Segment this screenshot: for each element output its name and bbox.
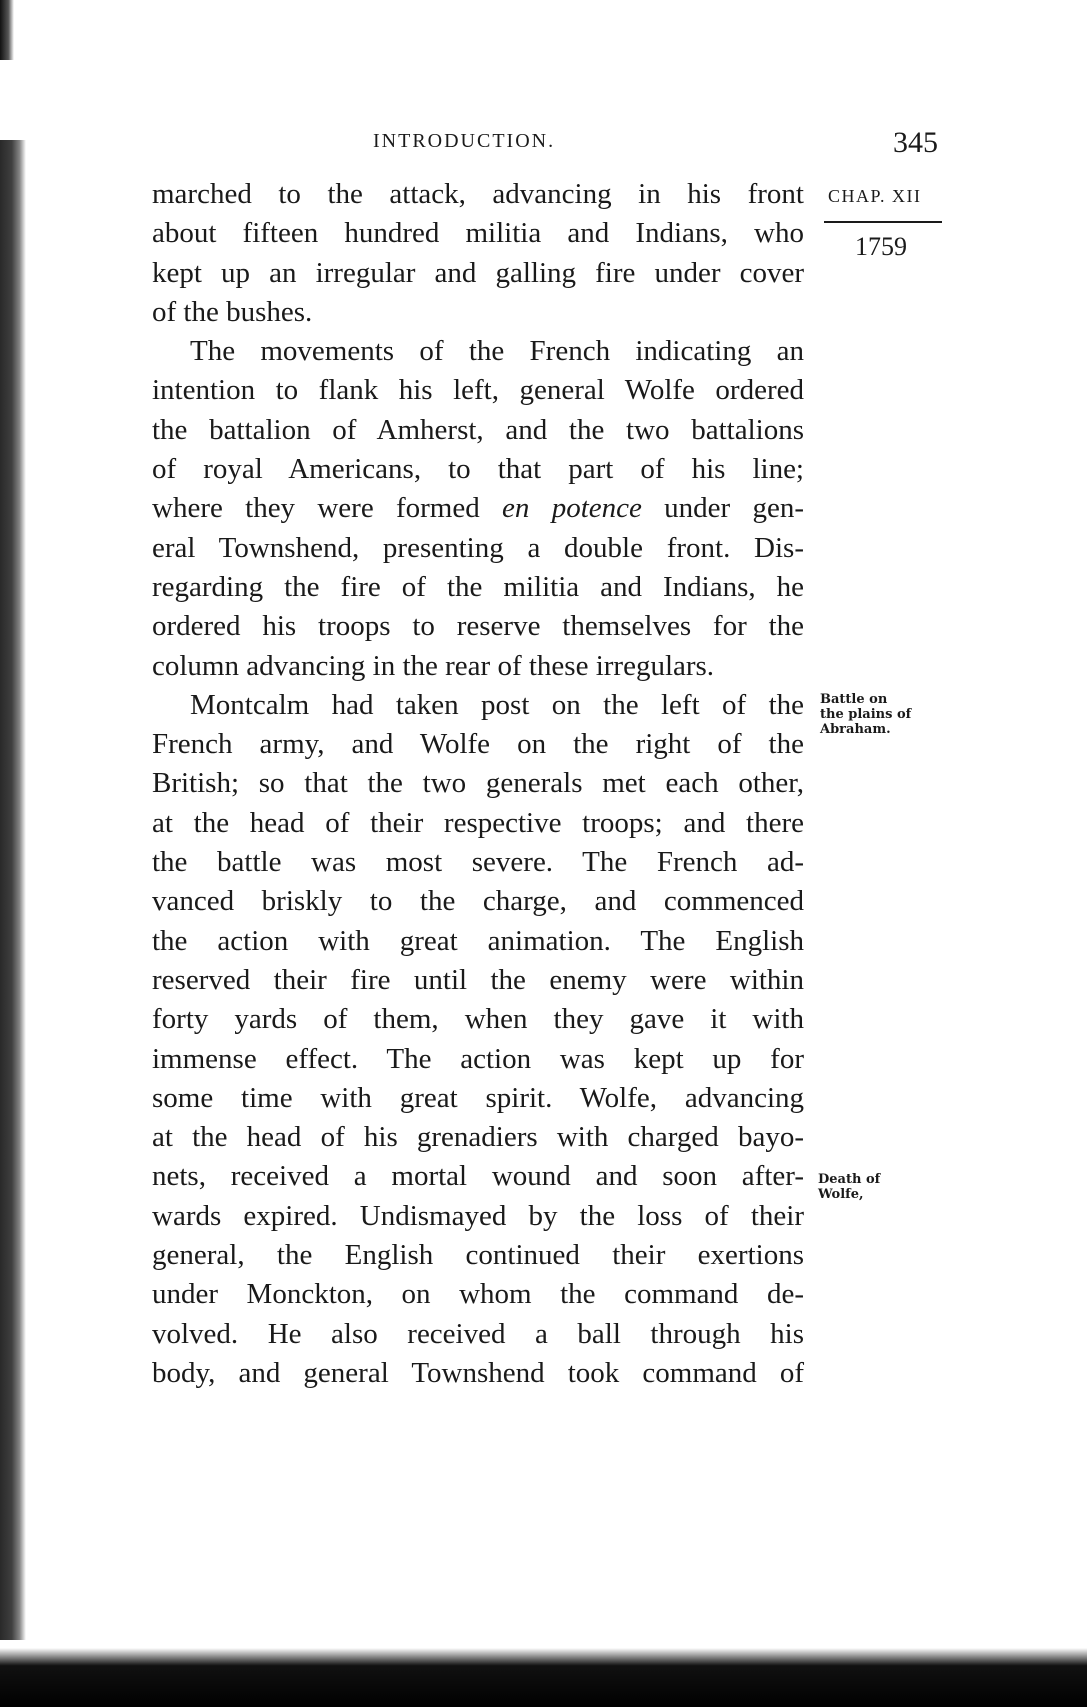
- text-line: of the bushes.: [152, 295, 313, 328]
- text-line: The movements of the French indicating an: [190, 335, 804, 368]
- text-line: nets, received a mortal wound and soon after-: [152, 1160, 804, 1193]
- text-line: of royal Americans, to that part of his line;: [152, 453, 804, 486]
- text-line: about fifteen hundred militia and Indians, who: [152, 217, 804, 250]
- text-line: wards expired. Undismayed by the loss of their: [152, 1199, 804, 1232]
- text-line: British; so that the two generals met each other,: [152, 767, 804, 800]
- sidenote-line: Abraham.: [820, 722, 891, 737]
- text-line: eral Townshend, presenting a double front. Dis-: [152, 531, 804, 564]
- scan-edge-bottom: [0, 1648, 1087, 1707]
- text-line: French army, and Wolfe on the right of the: [152, 728, 804, 761]
- text-line: reserved their fire until the enemy were within: [152, 963, 804, 996]
- text-line: Montcalm had taken post on the left of the: [190, 688, 804, 721]
- text-line: the action with great animation. The English: [152, 924, 804, 957]
- text-line: forty yards of them, when they gave it with: [152, 1003, 804, 1036]
- sidenote-line: Battle on: [820, 692, 888, 707]
- chapter-marker: CHAP. XII: [828, 186, 922, 206]
- text-line: immense effect. The action was kept up for: [152, 1042, 804, 1075]
- text-line: column advancing in the rear of these irregulars.: [152, 649, 715, 682]
- text-line: some time with great spirit. Wolfe, advancing: [152, 1081, 804, 1114]
- sidenote-line: Wolfe,: [818, 1187, 864, 1202]
- sidenote-battle: [820, 692, 911, 737]
- text-line: at the head of his grenadiers with charged bayo-: [152, 1121, 804, 1154]
- text-line: vanced briskly to the charge, and commenced: [152, 885, 804, 918]
- body-text: [152, 175, 804, 1393]
- italic-phrase: en potence: [502, 492, 642, 525]
- text-line: under Monckton, on whom the command de-: [152, 1278, 804, 1311]
- text-line: regarding the fire of the militia and Indians, he: [152, 570, 804, 603]
- sidenote-line: Death of: [818, 1172, 881, 1187]
- text-line: the battalion of Amherst, and the two battalions: [152, 413, 804, 446]
- text-segment: under gen-: [664, 492, 805, 525]
- text-line: the battle was most severe. The French ad-: [152, 846, 804, 879]
- text-line: intention to flank his left, general Wolfe ordered: [152, 374, 804, 407]
- text-line: kept up an irregular and galling fire under cover: [152, 256, 804, 289]
- text-line: marched to the attack, advancing in his front: [152, 178, 804, 210]
- text-line: volved. He also received a ball through his: [152, 1317, 804, 1350]
- page-number: 345: [893, 126, 938, 159]
- sidenote-death: [818, 1172, 880, 1202]
- chapter-rule: [824, 221, 942, 223]
- year-marker: 1759: [855, 232, 907, 261]
- scan-edge-top: [0, 0, 14, 60]
- running-head: INTRODUCTION.: [373, 130, 556, 152]
- text-line: ordered his troops to reserve themselves for the: [152, 610, 804, 643]
- text-line: at the head of their respective troops; and there: [152, 806, 804, 839]
- scan-gutter-edge: [0, 140, 26, 1640]
- sidenote-line: the plains of: [820, 707, 912, 722]
- text-line: body, and general Townshend took command of: [152, 1356, 804, 1389]
- text-line: [152, 489, 804, 528]
- text-line: general, the English continued their exertions: [152, 1239, 804, 1272]
- text-segment: where they were formed: [152, 492, 480, 525]
